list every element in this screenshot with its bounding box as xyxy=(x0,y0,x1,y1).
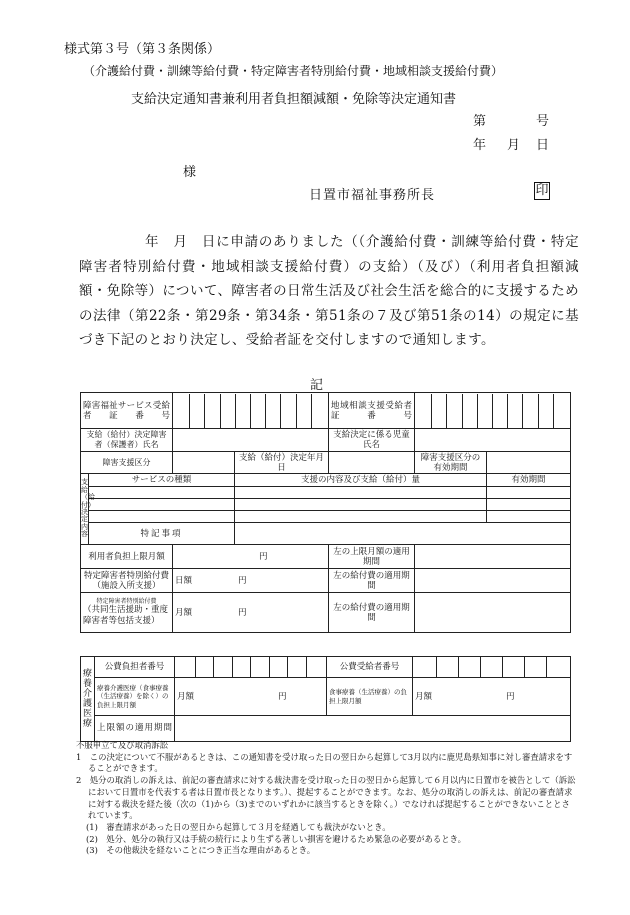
tokurei-label: （共同生活援助・重度障害者等包括支援） xyxy=(83,605,169,626)
shokuji-limit-value xyxy=(413,678,571,716)
limit-period-value xyxy=(415,545,571,569)
appeal-notes xyxy=(76,740,576,857)
decided-person-name-label: 支給（給付）決定障害者（保護者）氏名 xyxy=(81,429,173,452)
number-dai: 第 xyxy=(473,114,487,129)
limit-period-label: 左の上限月額の適用期間 xyxy=(329,545,415,569)
ryoyo-limit-label: 療養介護医療（食事療養（生活療養）を除く）の負担上限月額 xyxy=(95,678,175,716)
month-amount-label: 月額 xyxy=(175,607,193,618)
decision-date-label: 支給（給付）決定年月日 xyxy=(235,452,329,474)
special-notes-value xyxy=(235,523,571,545)
medical-side-label: 療養介護医療 xyxy=(81,657,95,742)
note-2-sub-3: (3) その他裁決を経ないことにつき正当な理由があるとき。 xyxy=(86,845,316,856)
decision-content-side-label: 支給（給付）決定内容 xyxy=(81,474,89,545)
decision-date-value xyxy=(329,452,415,474)
tokurei-month-amount xyxy=(173,593,329,633)
medical-period-label: 上限額の適用期間 xyxy=(95,716,175,742)
tokurei-period-label: 左の給付費の適用期間 xyxy=(329,593,415,633)
ki-heading: 記 xyxy=(310,378,324,393)
support-category-label: 障害支援区分 xyxy=(81,452,173,474)
tokutei-period-value xyxy=(415,569,571,593)
note-2-sub-1: (1) 審査請求があった日の翌日から起算して３月を経過しても裁決がないとき。 xyxy=(86,821,391,832)
date-day: 日 xyxy=(536,138,550,153)
note-1: 1 この決定について不服があるときは、この通知書を受け取った日の翌日から起算して3月以内に鹿児島県知事に対し審査請求をすることができます。 xyxy=(76,751,573,774)
seal-mark: 印 xyxy=(535,183,549,198)
support-category-value xyxy=(173,452,235,474)
ryoyo-limit-value xyxy=(175,678,327,716)
area-cert-label: 地域相談支援受給者証番号 xyxy=(329,393,415,429)
category-period-label: 障害支援区分の有効期間 xyxy=(415,452,487,474)
number-go: 号 xyxy=(536,114,550,129)
addressee-suffix: 様 xyxy=(183,165,197,180)
shokuji-month-label: 月額 xyxy=(415,691,433,702)
notes-heading: 不服申立て及び取消訴訟 xyxy=(76,740,169,750)
month-amount-yen: 円 xyxy=(238,607,247,618)
tokurei-period-value xyxy=(415,593,571,633)
shokuji-yen: 円 xyxy=(506,691,515,702)
form-subtitle: （介護給付費・訓練等給付費・特定障害者特別給付費・地域相談支援給付費） xyxy=(83,64,504,78)
issuer-name: 日置市福祉事務所長 xyxy=(309,188,436,203)
public-payer-cells xyxy=(175,657,327,678)
public-payer-label: 公費負担者番号 xyxy=(95,657,175,678)
special-notes-label: 特記事項 xyxy=(89,523,235,545)
service-cert-label: 障害福祉サービス受給者証番号 xyxy=(81,393,173,429)
form-number: 様式第３号（第３条関係） xyxy=(64,42,221,57)
medical-care-table xyxy=(80,656,571,742)
date-year: 年 xyxy=(473,138,487,153)
tokutei-label: 特定障害者特別給付費（施設入所支援） xyxy=(81,569,173,593)
category-period-value xyxy=(487,452,571,474)
child-name-value xyxy=(415,429,571,452)
day-amount-yen: 円 xyxy=(238,575,247,586)
page-title: 支給決定通知書兼利用者負担額減額・免除等決定通知書 xyxy=(131,92,457,107)
child-name-label: 支給決定に係る児童氏名 xyxy=(329,429,415,452)
public-recipient-cells xyxy=(413,657,571,678)
date-month: 月 xyxy=(507,138,521,153)
area-cert-number-cells xyxy=(415,393,571,429)
decision-table xyxy=(80,392,571,633)
col-service-type: サービスの種類 xyxy=(89,474,235,487)
medical-period-value xyxy=(175,716,571,742)
day-amount-label: 日額 xyxy=(175,575,193,586)
note-2: 2 処分の取消しの訴えは、前記の審査請求に対する裁決書を受け取った日の翌日から起算して６月以内に日置市を被告として（訴訟において日置市を代表する者は日置市長となります。）、提起することができます。なお、処分の取消しの訴えは、前記の審査請求に対する裁決を経た後（次の（1)から（3)までのいずれかに該当するときを除く。）でなければ提起することができないこととされています。 xyxy=(76,775,576,821)
col-support-content: 支援の内容及び支給（給付）量 xyxy=(235,474,487,487)
ryoyo-yen: 円 xyxy=(278,691,287,702)
notice-paragraph: 年 月 日に申請のありました（（介護給付費・訓練等給付費・特定障害者特別給付費・地域相談支援給付費）の支給）（及び）（利用者負担額減額・免除等）について、障害者の日常生活及び社会生活を総合的に支援するための法律（第22条・第29条・第34条・第51条の７及び第51条の14）の規定に基づき下記のとおり決定し、受給者証を交付しますので通知します。 xyxy=(79,234,579,349)
ryoyo-month-label: 月額 xyxy=(177,691,195,702)
tokurei-small-label: 特定障害者特別給付費 xyxy=(96,598,157,605)
limit-monthly-yen: 円 xyxy=(173,545,329,569)
tokutei-day-amount xyxy=(173,569,329,593)
col-valid-period: 有効期間 xyxy=(487,474,571,487)
note-2-sub-2: (2) 処分、処分の執行又は手続の続行により生ずる著しい損害を避けるため緊急の必要があるとき。 xyxy=(86,833,467,844)
shokuji-limit-label: 食事療養（生活療養）の負担上限月額 xyxy=(327,678,413,716)
service-cert-number-cells xyxy=(173,393,329,429)
tokurei-label-cell xyxy=(81,593,173,633)
tokutei-period-label: 左の給付費の適用期間 xyxy=(329,569,415,593)
public-recipient-label: 公費受給者番号 xyxy=(327,657,413,678)
limit-monthly-label: 利用者負担上限月額 xyxy=(81,545,173,569)
decided-person-name-value xyxy=(173,429,329,452)
